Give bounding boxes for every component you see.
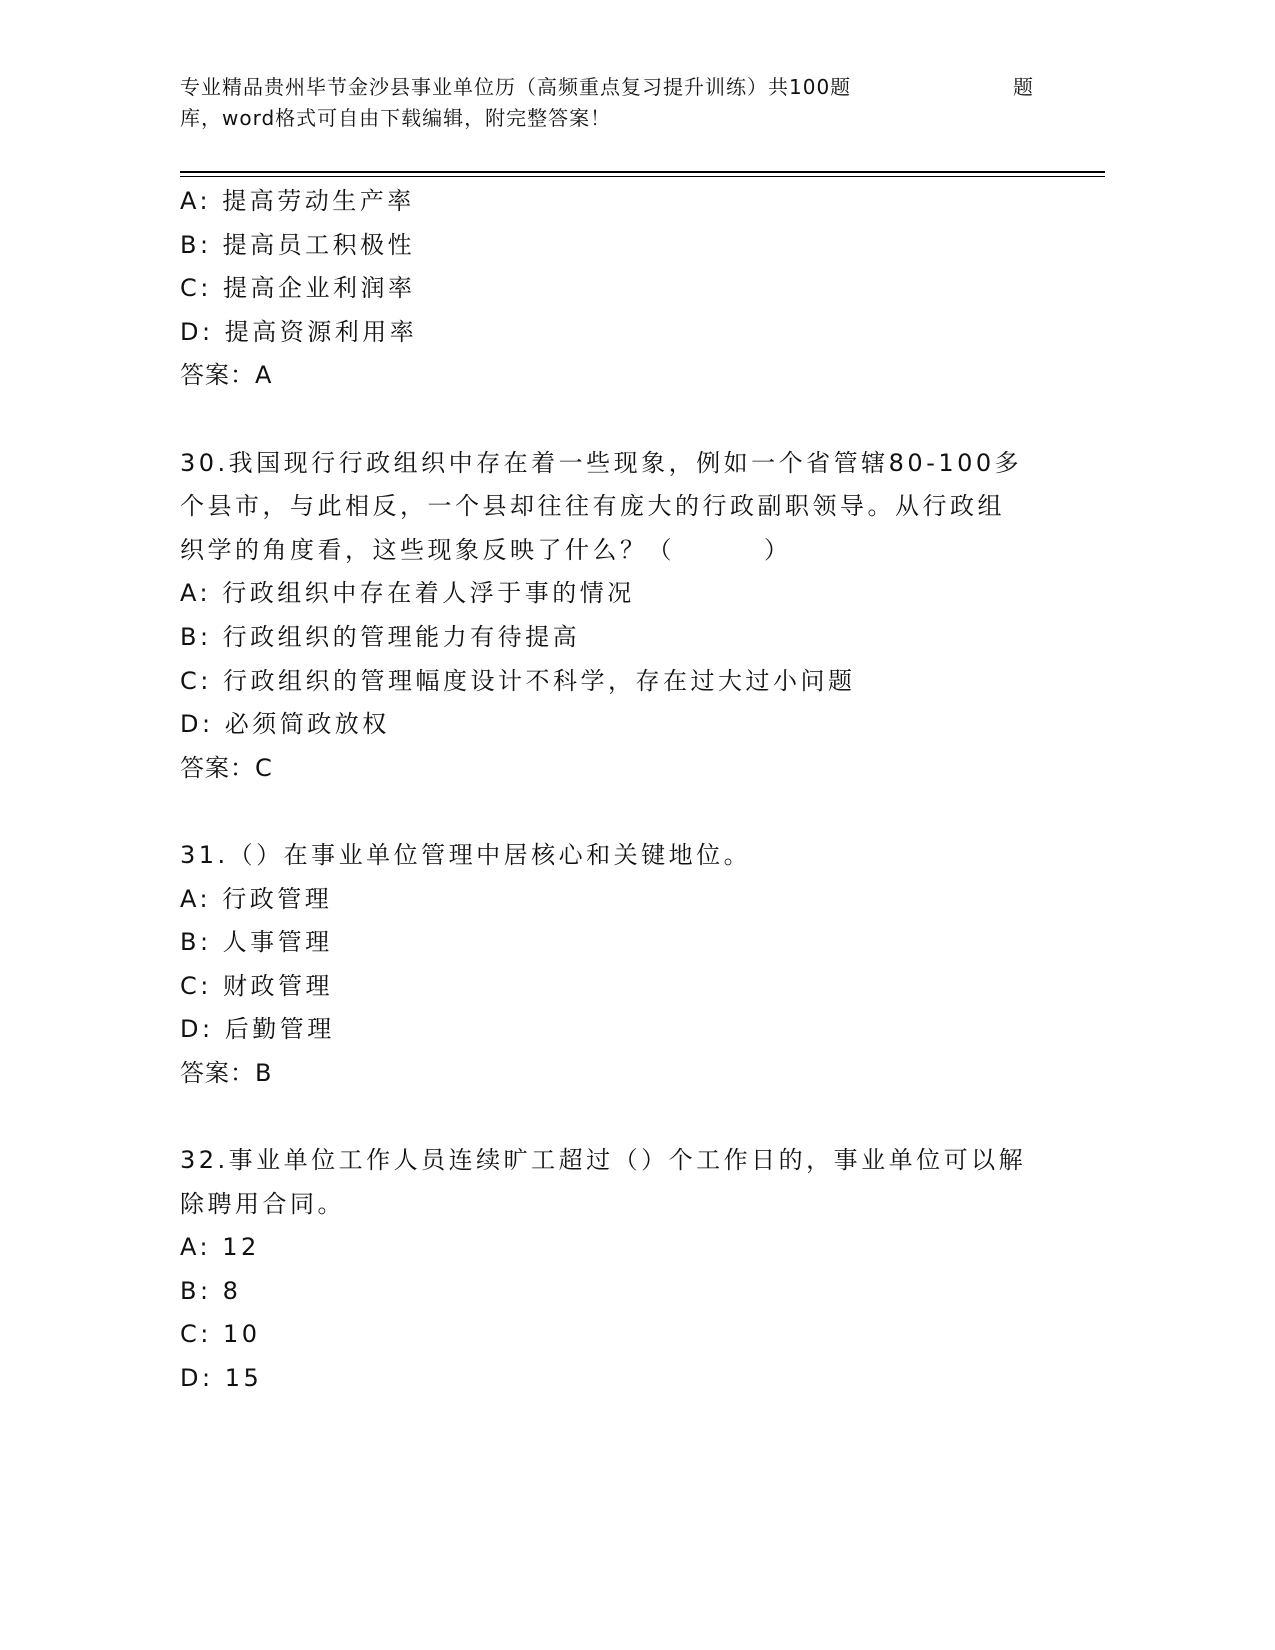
answer-option: A: 行政组织中存在着人浮于事的情况 <box>180 579 635 608</box>
document-header <box>180 72 1060 134</box>
question-list <box>180 180 1040 1444</box>
answer-option: B: 人事管理 <box>180 928 333 957</box>
answer-option: B: 8 <box>180 1276 242 1305</box>
answer-option: B: 提高员工积极性 <box>180 230 416 259</box>
question-block <box>180 1139 1040 1401</box>
answer-option: D: 必须简政放权 <box>180 710 390 739</box>
answer-option: C: 行政组织的管理幅度设计不科学，存在过大过小问题 <box>180 666 856 695</box>
question-block <box>180 834 1040 1096</box>
answer-option: B: 行政组织的管理能力有待提高 <box>180 622 581 651</box>
question-stem: 31.（）在事业单位管理中居核心和关键地位。 <box>180 840 752 869</box>
question-stem: 32.事业单位工作人员连续旷工超过（）个工作日的，事业单位可以解 <box>180 1146 1027 1175</box>
answer-option: C: 财政管理 <box>180 971 333 1000</box>
question-stem: 个县市，与此相反，一个县却往往有庞大的行政副职领导。从行政组 <box>180 492 1005 521</box>
header-title-line2: 库，word格式可自由下载编辑，附完整答案！ <box>180 106 612 130</box>
header-title-line1: 专业精品贵州毕节金沙县事业单位历（高频重点复习提升训练）共100题 <box>180 75 852 99</box>
answer-option: D: 15 <box>180 1364 263 1393</box>
question-block <box>180 442 1040 791</box>
correct-answer: 答案：B <box>180 1058 273 1087</box>
question-stem: 织学的角度看，这些现象反映了什么？（ ） <box>180 535 792 564</box>
answer-option: D: 提高资源利用率 <box>180 317 418 346</box>
answer-option: C: 10 <box>180 1320 261 1349</box>
question-stem: 30.我国现行行政组织中存在着一些现象，例如一个省管辖80-100多 <box>180 448 1023 477</box>
answer-option: D: 后勤管理 <box>180 1015 335 1044</box>
answer-option: A: 行政管理 <box>180 884 333 913</box>
correct-answer: 答案：C <box>180 753 273 782</box>
answer-option: A: 12 <box>180 1233 260 1262</box>
question-block <box>180 180 1040 398</box>
question-stem: 除聘用合同。 <box>180 1189 345 1218</box>
correct-answer: 答案：A <box>180 361 273 390</box>
header-title-tail: 题 <box>1013 75 1034 99</box>
answer-option: A: 提高劳动生产率 <box>180 187 415 215</box>
header-divider <box>180 171 1105 173</box>
answer-option: C: 提高企业利润率 <box>180 274 416 303</box>
header-divider-thin <box>180 176 1105 177</box>
